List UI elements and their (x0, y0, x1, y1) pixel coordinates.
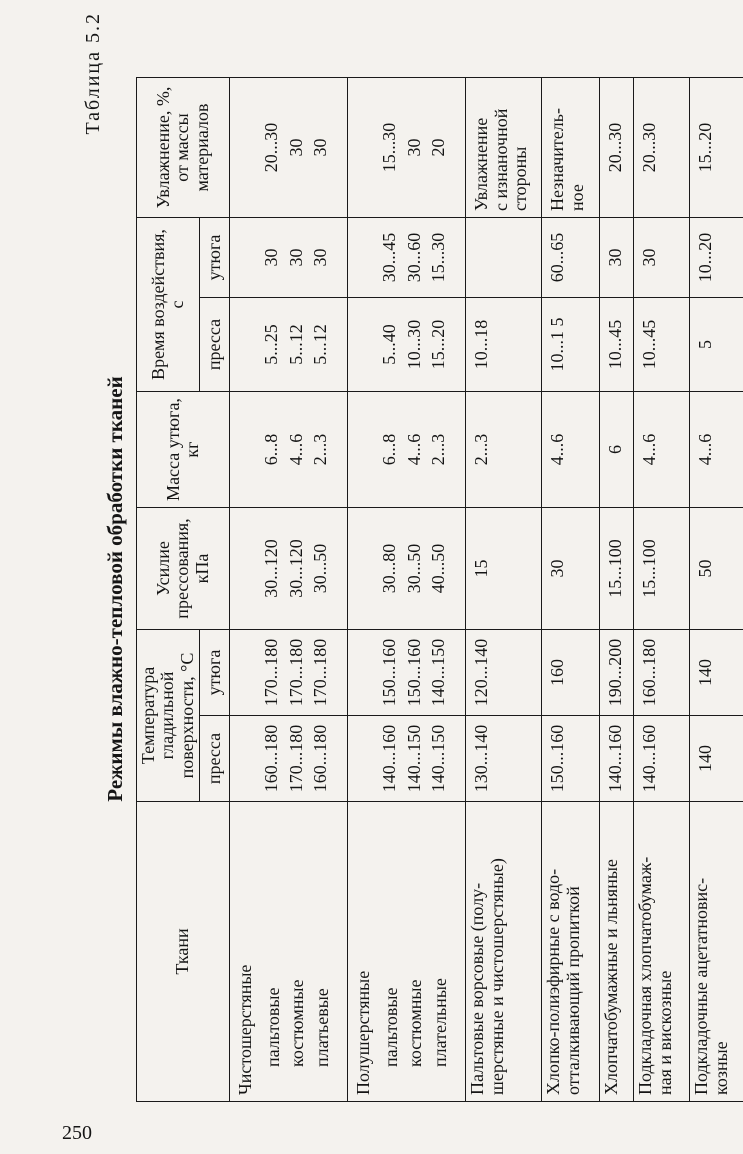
value: 30 (310, 138, 331, 157)
fabric-name-line: отталкивающий пропиткой (562, 886, 583, 1095)
fabric-name-line: Хлопко-полиэфирные с водо- (543, 868, 564, 1095)
fabric-subtype: платьевые (311, 988, 332, 1067)
moist-cell: 15...20 (690, 78, 743, 218)
force-cell: 15...100 (634, 508, 690, 630)
temp-press-cell (348, 716, 466, 802)
fabric-name-line: Пальтовые ворсовые (полу- (467, 882, 488, 1095)
temp-iron-cell: 120...140 (466, 630, 542, 716)
table-row (600, 78, 634, 1102)
fabric-subtype: пальтовые (262, 987, 283, 1067)
mass-cell (230, 392, 348, 508)
temp-press-cell (230, 716, 348, 802)
temp-press-cell: 140...160 (600, 716, 634, 802)
value: 30...50 (310, 543, 331, 594)
time-iron-cell (230, 218, 348, 298)
fabric-subtype: пальтовые (380, 987, 401, 1067)
table-row (690, 78, 743, 1102)
value: 30 (261, 248, 282, 267)
fabric-name-line: Подкладочная хлопчатобумаж- (635, 856, 656, 1095)
header-pressing-force: Усилие прессования, кПа (137, 508, 230, 630)
moist-cell: 20...30 (600, 78, 634, 218)
fabric-subtype: костюмные (287, 979, 308, 1067)
force-cell (230, 508, 348, 630)
value: 140...150 (403, 724, 424, 793)
value: 170...180 (261, 638, 282, 707)
time-press-cell: 5 (690, 298, 743, 392)
value: 30...50 (403, 543, 424, 594)
temp-press-cell: 140 (690, 716, 743, 802)
value: 5...40 (379, 324, 400, 365)
force-cell (348, 508, 466, 630)
value: 30...80 (379, 543, 400, 594)
time-iron-cell: 60...65 (542, 218, 600, 298)
group-title: Полушерстяные (353, 970, 374, 1095)
value: 170...180 (310, 638, 331, 707)
temp-iron-cell: 160 (542, 630, 600, 716)
fabric-subtype: плательные (429, 978, 450, 1067)
time-iron-cell: 10...20 (690, 218, 743, 298)
time-iron-cell (348, 218, 466, 298)
value: 160...180 (310, 724, 331, 793)
fabric-name-line: Хлопчатобумажные и льняные (601, 859, 622, 1095)
value: 170...180 (285, 724, 306, 793)
mass-cell: 2...3 (466, 392, 542, 508)
header-time-press: пресса (200, 298, 230, 392)
value: 170...180 (285, 638, 306, 707)
time-press-cell: 10...1 5 (542, 298, 600, 392)
value: 15...30 (379, 122, 400, 173)
moist-line: Незначитель- (547, 108, 568, 211)
fabric-name-cell (600, 802, 634, 1102)
temp-iron-cell (230, 630, 348, 716)
fabric-name-cell (466, 802, 542, 1102)
value: 30 (310, 248, 331, 267)
value: 4...6 (403, 433, 424, 466)
table-title: Режимы влажно-тепловой обработки тканей (103, 376, 127, 802)
value: 30...120 (285, 539, 306, 598)
moist-line: Увлажнение (471, 117, 492, 211)
header-surface-temp: Температура гладильной поверхности, °С (137, 630, 200, 802)
header-temp-iron: утюга (200, 630, 230, 716)
page-number: 250 (62, 1122, 92, 1144)
value: 140...150 (428, 638, 449, 707)
fabric-name-line: козные (710, 1041, 731, 1095)
moist-cell (230, 78, 348, 218)
mass-cell: 4...6 (690, 392, 743, 508)
fabric-subtype: костюмные (405, 979, 426, 1067)
value: 5...12 (310, 324, 331, 365)
group-title: Чистошерстяные (235, 964, 256, 1095)
table-row (348, 78, 466, 1102)
value: 30 (285, 138, 306, 157)
value: 20 (428, 138, 449, 157)
group-name-cell (348, 802, 466, 1102)
header-iron-mass: Масса утюга, кг (137, 392, 230, 508)
fabric-name-cell (634, 802, 690, 1102)
moist-line: ное (566, 184, 587, 211)
time-press-cell (230, 298, 348, 392)
table-label: Таблица 5.2 (82, 12, 104, 135)
moist-cell (542, 78, 600, 218)
fabric-name-cell (690, 802, 743, 1102)
mass-cell (348, 392, 466, 508)
header-fabrics: Ткани (137, 802, 230, 1102)
value: 15...20 (428, 319, 449, 370)
value: 5...25 (261, 324, 282, 365)
group-name-cell (230, 802, 348, 1102)
value: 140...150 (428, 724, 449, 793)
temp-press-cell: 140...160 (634, 716, 690, 802)
value: 20...30 (261, 122, 282, 173)
value: 40...50 (428, 543, 449, 594)
force-cell: 50 (690, 508, 743, 630)
time-iron-cell: 30 (634, 218, 690, 298)
force-cell: 15...100 (600, 508, 634, 630)
header-moistening: Увлажнение, %, от массы материалов (137, 78, 230, 218)
mass-cell: 4...6 (634, 392, 690, 508)
header-time-iron: утюга (200, 218, 230, 298)
fabric-name-line: ная и вискозные (654, 970, 675, 1095)
temp-iron-cell: 160...180 (634, 630, 690, 716)
time-iron-cell: 30 (600, 218, 634, 298)
header-temp-press: пресса (200, 716, 230, 802)
value: 30 (403, 138, 424, 157)
fabric-name-line: Подкладочные ацетатновис- (691, 877, 712, 1095)
temp-press-cell: 150...160 (542, 716, 600, 802)
value: 160...180 (261, 724, 282, 793)
moist-line: с изнаночной (490, 108, 511, 211)
treatment-modes-table (136, 77, 743, 1102)
mass-cell: 6 (600, 392, 634, 508)
value: 6...8 (379, 433, 400, 466)
value: 30...120 (261, 539, 282, 598)
value: 30...60 (403, 232, 424, 283)
force-cell: 15 (466, 508, 542, 630)
value: 2...3 (310, 433, 331, 466)
value: 30 (285, 248, 306, 267)
value: 10...30 (403, 319, 424, 370)
value: 5...12 (285, 324, 306, 365)
time-press-cell (348, 298, 466, 392)
moist-line: стороны (510, 146, 531, 211)
table-row (230, 78, 348, 1102)
value: 4...6 (285, 433, 306, 466)
temp-iron-cell: 140 (690, 630, 743, 716)
moist-cell (466, 78, 542, 218)
fabric-name-cell (542, 802, 600, 1102)
value: 140...160 (379, 724, 400, 793)
moist-cell (348, 78, 466, 218)
force-cell: 30 (542, 508, 600, 630)
header-exposure-time: Время воздействия, с (137, 218, 200, 392)
mass-cell: 4...6 (542, 392, 600, 508)
value: 30...45 (379, 232, 400, 283)
value: 2...3 (428, 433, 449, 466)
time-press-cell: 10...18 (466, 298, 542, 392)
value: 150...160 (403, 638, 424, 707)
fabric-name-line: шерстяные и чистошерстяные) (486, 858, 507, 1095)
value: 6...8 (261, 433, 282, 466)
table-row (466, 78, 542, 1102)
table-row (634, 78, 690, 1102)
value: 150...160 (379, 638, 400, 707)
moist-cell: 20...30 (634, 78, 690, 218)
table-row (542, 78, 600, 1102)
time-iron-cell (466, 218, 542, 298)
temp-iron-cell: 190...200 (600, 630, 634, 716)
time-press-cell: 10...45 (600, 298, 634, 392)
time-press-cell: 10...45 (634, 298, 690, 392)
temp-iron-cell (348, 630, 466, 716)
value: 15...30 (428, 232, 449, 283)
temp-press-cell: 130...140 (466, 716, 542, 802)
